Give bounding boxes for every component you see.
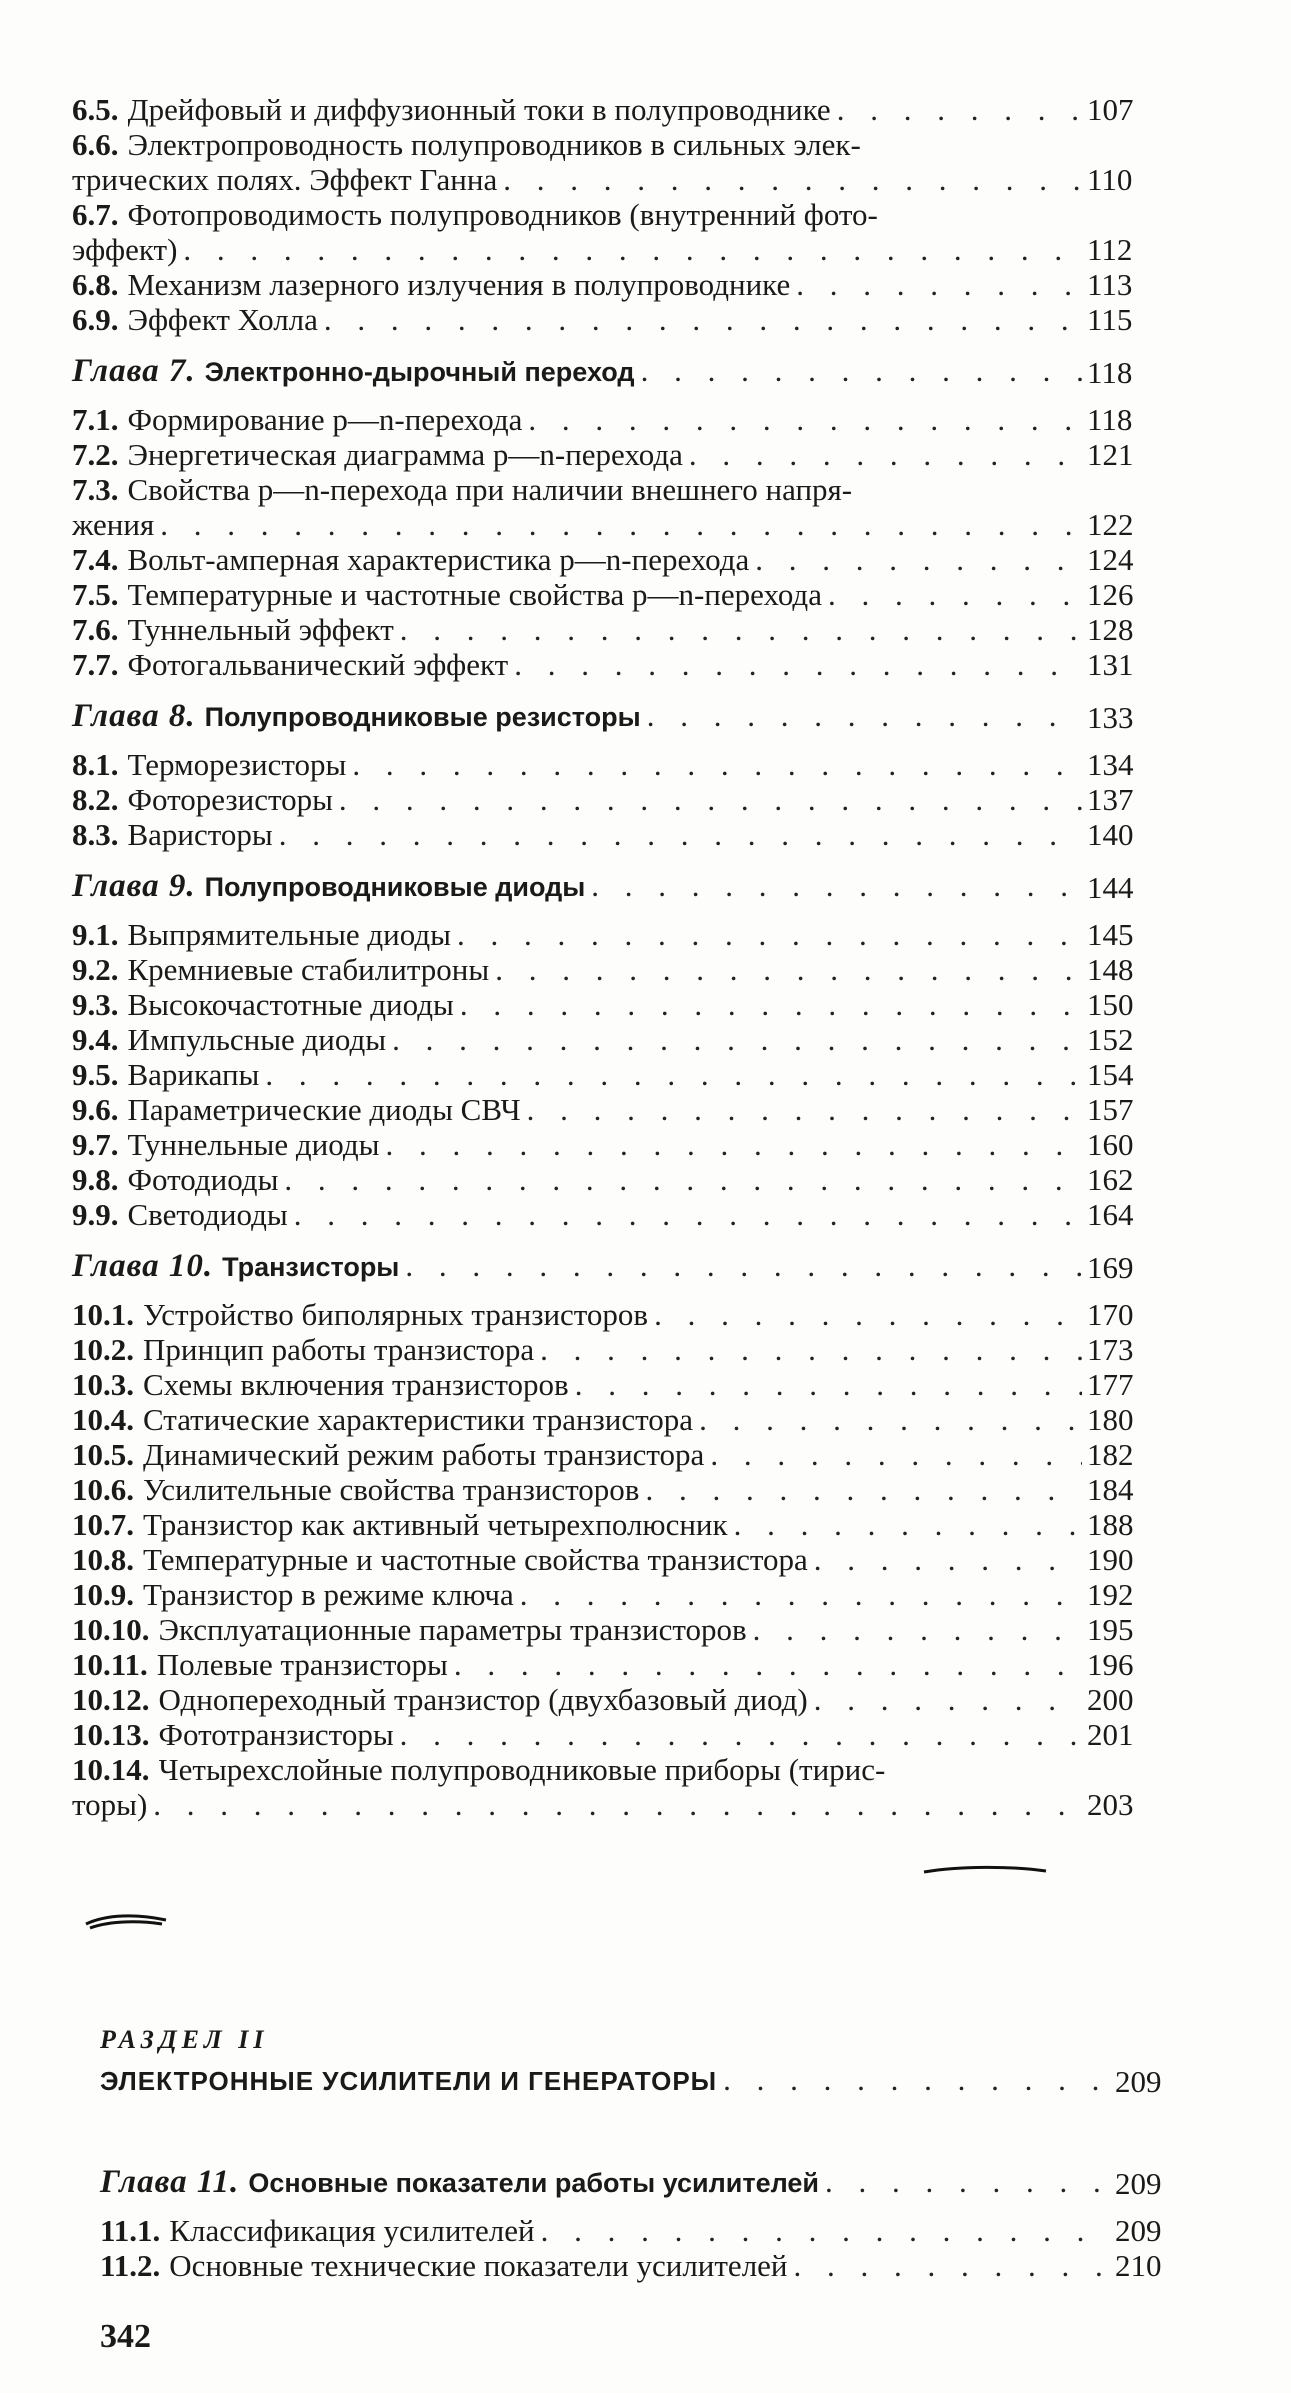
chapter-heading [72,868,1134,905]
dot-leader [495,952,1082,987]
dot-leader [837,92,1082,127]
entry-number: 7.6. [72,612,119,647]
entry-title: Электропроводность полупроводников в сильных элек- [127,127,861,162]
toc-entry [72,1092,1134,1127]
page-number: 148 [1087,952,1134,987]
page-number: 112 [1087,232,1133,267]
page-number: 170 [1087,1297,1134,1332]
dot-leader [796,267,1082,302]
entry-number: 7.4. [72,542,119,577]
entry-number: 6.8. [72,267,119,302]
entry-title: Полупроводниковые диоды [204,872,586,902]
dot-leader [755,542,1082,577]
entry-number: 9.1. [72,917,119,952]
dot-leader [385,1127,1082,1162]
entry-title: Выпрямительные диоды [127,917,451,952]
page-number: 150 [1087,987,1134,1022]
entry-title: Четырехслойные полупроводниковые приборы (тирис- [158,1752,886,1787]
entry-number: 6.9. [72,302,119,337]
dot-leader [591,868,1082,903]
dot-leader [454,1647,1082,1682]
entry-title: Дрейфовый и диффузионный токи в полупроводнике [127,92,831,127]
entry-title: Импульсные диоды [127,1022,387,1057]
entry-title-continued: трических полях. Эффект Ганна [72,162,498,197]
dot-leader [503,162,1082,197]
page-number: 118 [1087,355,1133,390]
entry-number: 10.7. [72,1507,134,1542]
page-number: 121 [1087,437,1134,472]
page-number: 107 [1087,92,1134,127]
entry-title: Параметрические диоды СВЧ [127,1092,521,1127]
entry-number: 10.8. [72,1542,134,1577]
entry-number: 6.5. [72,92,119,127]
entry-title: Основные технические показатели усилителей [169,2248,788,2283]
dot-leader [645,1472,1082,1507]
chapter-heading [100,2164,1162,2201]
entry-number: 9.4. [72,1022,119,1057]
entry-number: 7.2. [72,437,119,472]
dot-leader [699,1402,1082,1437]
entry-title: Классификация усилителей [169,2213,535,2248]
toc-entry [72,1542,1134,1577]
page-number: 134 [1087,747,1134,782]
toc-entry [72,647,1134,682]
entry-number: 6.7. [72,197,119,232]
toc-entry [72,197,1133,267]
entry-title: Формирование p—n-перехода [127,402,523,437]
entry-number: 7.3. [72,472,119,507]
dot-leader [828,577,1082,612]
entry-title: Транзистор как активный четырехполюсник [143,1507,728,1542]
section-entry [100,2062,1162,2099]
entry-title: Фоторезисторы [127,782,333,817]
toc-entry [72,747,1134,782]
toc-entry [72,1402,1134,1437]
dot-leader [183,232,1082,267]
toc-entry [72,302,1133,337]
entry-title: Свойства p—n-перехода при наличии внешнего напря- [127,472,853,507]
toc-entry [72,1127,1134,1162]
entry-number: 8.1. [72,747,119,782]
page-number: 144 [1087,870,1134,905]
dot-leader [400,1717,1082,1752]
chapter-heading [72,1248,1134,1285]
toc-entry [72,1682,1134,1717]
page-number: 190 [1087,1542,1134,1577]
page-number: 209 [1115,2064,1162,2099]
dot-leader [541,2213,1110,2248]
entry-title: Основные показатели работы усилителей [248,2168,819,2198]
entry-title: Кремниевые стабилитроны [127,952,490,987]
page-number: 124 [1087,542,1134,577]
entry-number: 6.6. [72,127,119,162]
entry-title: Фототранзисторы [158,1717,394,1752]
entry-title: Однопереходный транзистор (двухбазовый диод) [158,1682,808,1717]
dot-leader [520,1577,1082,1612]
page-number: 196 [1087,1647,1134,1682]
entry-title: Полевые транзисторы [156,1647,448,1682]
entry-number: 7.5. [72,577,119,612]
toc-entry [72,952,1134,987]
page-number: 192 [1087,1577,1134,1612]
page-number: 152 [1087,1022,1134,1057]
toc-entry [72,917,1134,952]
entry-title: Принцип работы транзистора [143,1332,535,1367]
entry-title: Фотогальванический эффект [127,647,509,682]
dot-leader [528,402,1082,437]
dot-leader [339,782,1082,817]
page-number: 160 [1087,1127,1134,1162]
page-number: 131 [1087,647,1134,682]
page-number: 113 [1087,267,1133,302]
toc-entry [100,2248,1162,2283]
entry-number: 9.5. [72,1057,119,1092]
entry-number: 10.11. [72,1647,148,1682]
dot-leader [753,1612,1082,1647]
table-of-contents [72,92,1134,1822]
entry-title: Электронно-дырочный переход [204,357,635,387]
toc-entry [72,1647,1134,1682]
page-number: 137 [1087,782,1134,817]
section-label: РАЗДЕЛ II [100,2025,269,2054]
entry-title-continued: жения [72,507,155,542]
toc-entry [72,782,1134,817]
entry-title: Варисторы [127,817,273,852]
page-number: 182 [1087,1437,1134,1472]
dot-leader [723,2062,1110,2097]
entry-number: 9.7. [72,1127,119,1162]
entry-number: 10.9. [72,1577,134,1612]
toc-entry [72,1577,1134,1612]
dot-leader [641,353,1082,388]
toc-entry [72,817,1134,852]
toc-entry [72,577,1134,612]
entry-number: 10.14. [72,1752,150,1787]
entry-number: Глава 8. [72,698,196,734]
page-number: 157 [1087,1092,1134,1127]
page-number: 118 [1087,402,1133,437]
entry-number: 9.2. [72,952,119,987]
toc-entry [72,127,1133,197]
entry-number: 10.1. [72,1297,134,1332]
handwritten-underline-mark [920,1862,1050,1878]
page-number: 162 [1087,1162,1134,1197]
dot-leader [279,817,1082,852]
entry-number: 9.8. [72,1162,119,1197]
toc-entry [72,542,1134,577]
entry-title: Светодиоды [127,1197,288,1232]
toc-entry [72,1367,1134,1402]
toc-entry [72,1437,1134,1472]
entry-title: Транзистор в режиме ключа [143,1577,514,1612]
dot-leader [794,2248,1110,2283]
page-number: 164 [1087,1197,1134,1232]
page-folio: 342 [100,2318,151,2355]
entry-number: 7.1. [72,402,119,437]
dot-leader [689,437,1082,472]
page-number: 203 [1087,1787,1134,1822]
entry-title: Терморезисторы [127,747,347,782]
dot-leader [405,1248,1082,1283]
toc-entry [72,1197,1134,1232]
page-number: 210 [1115,2248,1162,2283]
dot-leader [514,647,1082,682]
dot-leader [540,1332,1082,1367]
toc-entry [72,1507,1134,1542]
toc-entry [72,402,1133,437]
dot-leader [734,1507,1082,1542]
entry-number: Глава 7. [72,353,196,389]
entry-number: 10.2. [72,1332,134,1367]
dot-leader [160,507,1082,542]
page-number: 140 [1087,817,1134,852]
entry-title: Статические характеристики транзистора [143,1402,694,1437]
page-number: 200 [1087,1682,1134,1717]
entry-title: Высокочастотные диоды [127,987,454,1022]
page-number: 177 [1087,1367,1134,1402]
dot-leader [457,917,1082,952]
entry-number: 10.10. [72,1612,150,1647]
entry-title: Устройство биполярных транзисторов [143,1297,649,1332]
entry-number: 8.3. [72,817,119,852]
page-number: 115 [1087,302,1133,337]
entry-number: 11.1. [100,2213,161,2248]
toc-entry [72,437,1134,472]
dot-leader [400,612,1082,647]
entry-title-continued: эффект) [72,232,178,267]
toc-entry [72,1297,1134,1332]
entry-number: 10.3. [72,1367,134,1402]
entry-title: Усилительные свойства транзисторов [143,1472,640,1507]
dot-leader [814,1682,1082,1717]
entry-number: 9.9. [72,1197,119,1232]
dot-leader [814,1542,1082,1577]
entry-title: Энергетическая диаграмма p—n-перехода [127,437,683,472]
entry-number: Глава 10. [72,1248,214,1284]
dot-leader [265,1057,1082,1092]
dot-leader [460,987,1082,1022]
entry-number: 10.4. [72,1402,134,1437]
page-number: 154 [1087,1057,1134,1092]
entry-title: Механизм лазерного излучения в полупроводнике [127,267,791,302]
entry-number: 9.6. [72,1092,119,1127]
entry-number: 10.6. [72,1472,134,1507]
toc-entry [72,1612,1134,1647]
page-number: 128 [1087,612,1134,647]
entry-title: Варикапы [127,1057,260,1092]
entry-title: Температурные и частотные свойства транзистора [143,1542,808,1577]
toc-entry [72,1752,1134,1822]
dot-leader [153,1787,1082,1822]
page-number: 195 [1087,1612,1134,1647]
entry-number: 9.3. [72,987,119,1022]
page-number: 126 [1087,577,1134,612]
page-number: 188 [1087,1507,1134,1542]
dot-leader [647,698,1082,733]
entry-title: Транзисторы [222,1252,400,1282]
toc-entry [72,612,1134,647]
toc-entry [72,92,1134,127]
entry-title: Эффект Холла [127,302,318,337]
page-number: 169 [1087,1250,1134,1285]
entry-title: Фотопроводимость полупроводников (внутренний фото- [127,197,878,232]
chapter-heading [72,353,1133,390]
dot-leader [575,1367,1082,1402]
entry-title: Фотодиоды [127,1162,279,1197]
dot-leader [324,302,1082,337]
chapter-heading [72,698,1134,735]
entry-number: 10.13. [72,1717,150,1752]
entry-number: 8.2. [72,782,119,817]
entry-title: Полупроводниковые резисторы [204,702,641,732]
dot-leader [654,1297,1082,1332]
toc-entry [100,2213,1162,2248]
entry-title: Туннельный эффект [127,612,394,647]
entry-number: 7.7. [72,647,119,682]
toc-entry [72,1162,1134,1197]
entry-number: Глава 11. [100,2164,240,2200]
toc-entry [72,472,1134,542]
toc-entry [72,1472,1134,1507]
entry-title-continued: торы) [72,1787,148,1822]
toc-entry [72,987,1134,1022]
dot-leader [392,1022,1082,1057]
page-number: 122 [1087,507,1134,542]
page-number: 173 [1087,1332,1134,1367]
page-number: 145 [1087,917,1134,952]
dot-leader [284,1162,1082,1197]
entry-title: Схемы включения транзисторов [143,1367,569,1402]
handwritten-underline-mark [82,1908,172,1932]
entry-title: Вольт-амперная характеристика p—n-перехода [127,542,750,577]
entry-title: Туннельные диоды [127,1127,380,1162]
dot-leader [294,1197,1082,1232]
page-number: 209 [1115,2213,1162,2248]
page-number: 209 [1115,2166,1162,2201]
entry-number: Глава 9. [72,868,196,904]
entry-number: 10.12. [72,1682,150,1717]
page-number: 201 [1087,1717,1134,1752]
entry-title: Температурные и частотные свойства p—n-перехода [127,577,822,612]
section-title: ЭЛЕКТРОННЫЕ УСИЛИТЕЛИ И ГЕНЕРАТОРЫ [100,2066,718,2096]
page-number: 110 [1087,162,1133,197]
page-number: 180 [1087,1402,1134,1437]
toc-entry [72,267,1133,302]
page-number: 133 [1087,700,1134,735]
entry-number: 10.5. [72,1437,134,1472]
toc-entry [72,1332,1134,1367]
toc-entry [72,1022,1134,1057]
page-number: 184 [1087,1472,1134,1507]
dot-leader [825,2164,1110,2199]
toc-entry [72,1717,1134,1752]
dot-leader [527,1092,1082,1127]
dot-leader [352,747,1082,782]
chapter-11-block [100,2148,1162,2283]
toc-entry [72,1057,1134,1092]
entry-title: Эксплуатационные параметры транзисторов [158,1612,747,1647]
entry-title: Динамический режим работы транзистора [143,1437,705,1472]
dot-leader [710,1437,1082,1472]
entry-number: 11.2. [100,2248,161,2283]
